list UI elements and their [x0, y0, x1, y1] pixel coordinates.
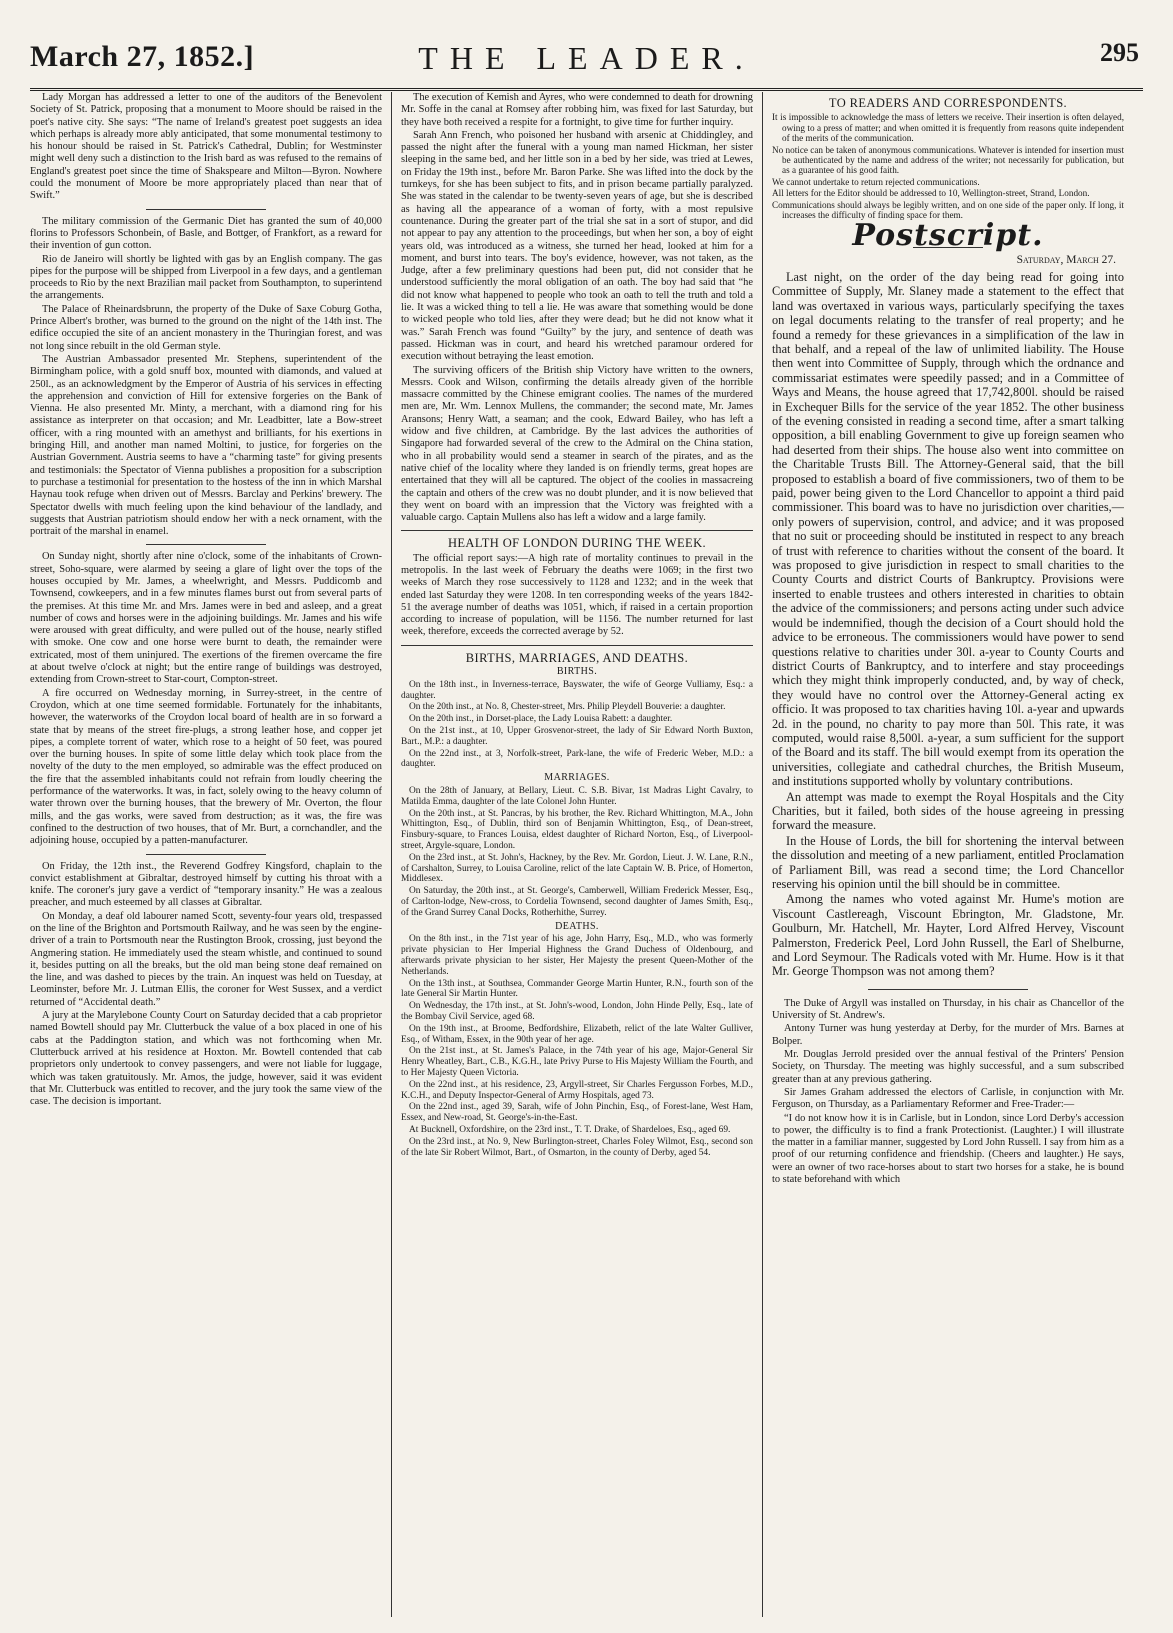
column-2 — [401, 92, 753, 1617]
paragraph-soho-fire: On Sunday night, shortly after nine o'clock, some of the inhabitants of Crown-street, Soho-square, were alarmed by seeing a glare of light over the tops of the houses occupied by Mr. James, a wheelwright, and Messrs. Puddicomb and Townsend, cowkeepers, and in a few minutes flames burst out from several parts of the premises. At this time Mr. and Mrs. James were in bed and asleep, and a great number of cows and horses were in the adjoining buildings. Mr. James and his wife were aroused with great difficulty, and were pulled out of the house, nearly stifled with smoke. One cow and one horse were burnt to death, the remainder were extricated, most of them uninjured. The exertions of the firemen overcame the fire at about twelve o'clock at night; but the entire range of buildings was destroyed, extending from Crown-street to Star-court, Compton-street. — [30, 551, 382, 686]
paragraph-croydon-fire: A fire occurred on Wednesday morning, in Surrey-street, in the centre of Croydon, which at one time seemed formidable. Fortunately for the inhabitants, however, the waterworks of the Croydon local board of health are in so forward a state that by means of the street fire-plugs, a strong leather hose, and copper jet pipes, a complete torrent of water, which rose to a height of 50 feet, was poured over the burning houses. In spite of some little delay which took place from the novelty of the duty to the men employed, so admirable was the effect produced on the fire that the assembled inhabitants could not refrain from loudly cheering the performance of the waterworks. It was, in fact, solely owing to the heavy column of water thrown over the burning houses, that the brewery of Mr. Overton, the flour mills, and the gas works, were saved from destruction; as it was, the fire was confined to the destruction of two houses, that of Mr. Burt, a cornchandler, and the adjoining house, occupied by a patten-manufacturer. — [30, 687, 382, 847]
birth-notice: On the 18th inst., in Inverness-terrace, Bayswater, the wife of George Vulliamy, Esq.: a daughter. — [401, 679, 753, 701]
death-notice: On Wednesday, the 17th inst., at St. John's-wood, London, John Hinde Pelly, Esq., late of the Bombay Civil Service, aged 68. — [401, 1001, 753, 1022]
postscript-news — [772, 998, 1124, 1186]
postscript-body — [772, 270, 1124, 979]
notice-item: We cannot undertake to return rejected communications. — [772, 176, 980, 187]
death-notice: On the 13th inst., at Southsea, Commander George Martin Hunter, R.N., fourth son of the late General Sir Martin Hunter. — [401, 978, 753, 1000]
issue-date: March 27, 1852.] — [30, 40, 255, 73]
paragraph-cab-case: A jury at the Marylebone County Court on Saturday decided that a cab proprietor named Bowtell should pay Mr. Clutterbuck the value of a box placed in one of his cabs at the Paddington station, and which was not forthcoming when Mr. Clutterbuck arrived at his residence at Hoxton. Mr. Bowtell contended that cab proprietors only undertook to convey passengers, and were not liable for luggage, which was taken gratuitously. Mr. Amos, the judge, however, said it was evident that Mr. Clutterbuck was entitled to recover, and the jury took the same view of the case. The decision is important. — [30, 1010, 382, 1108]
paragraph-gibraltar-chaplain: On Friday, the 12th inst., the Reverend Godfrey Kingsford, chaplain to the convict establishment at Gibraltar, destroyed himself by cutting his throat with a knife. The coroner's jury gave a verdict of “temporary insanity.” He was a zealous preacher, and much esteemed by all classes at Gibraltar. — [30, 860, 382, 909]
death-notice: On the 22nd inst., aged 39, Sarah, wife of John Pinchin, Esq., of Forest-lane, West Ham, Essex, and New-road, St. George's-in-the-East. — [401, 1102, 753, 1124]
heading-readers-correspondents: TO READERS AND CORRESPONDENTS. — [828, 96, 1068, 110]
birth-notice: On the 21st inst., at 10, Upper Grosvenor-street, the lady of Sir Edward North Buxton, Bart., M.P.: a daughter. — [401, 726, 753, 747]
postscript-title: Postscript. — [852, 218, 1044, 254]
death-notice: On the 8th inst., in the 71st year of his age, John Harry, Esq., M.D., who was formerly private physician to Her Imperial Highness the Grand Duchess of Oldenbourg, and afterwards private physician to her sister, Her Majesty the present Queen-Mother of the Netherlands. — [401, 934, 753, 977]
paragraph-committee-of-supply: Last night, on the order of the day being read for going into Committee of Supply, Mr. Slaney made a statement to the effect that land was overtaxed in various ways, particularly specifying the taxes on legal documents relating to the transfer of real property; and he found a remedy for these grievances in a simplification of the law in that behalf, and a repeal of the law of unlimited liability. The House then went into Committee of Supply, through which the ordnance and commissariat estimates were speedily passed; and in a Committee of Ways and Means, the house agreed that 17,742,800l. should be raised in Exchequer Bills for the service of the year 1852. The other business of the evening consisted in reading a second time, after a smart talking opposition, a bill enabling Government to give up foreign seamen who had deserted from their ships. The house also went into committee on the Charitable Trusts Bill. The Attorney-General said, that the bill proposed to establish a board of five commissioners, two of them to be paid, power being given to the Lord Chancellor to appoint a third paid commissioner. This board was to have no jurisdiction over charities,—only powers of supervision, control, and advice; and it was proposed that no suit or proceeding should be instituted in respect to any breach of trust with reference to charities without the consent of the board. It was proposed to give jurisdiction in respect to small charities to the County Courts and district Courts of Bankruptcy. Provisions were inserted to enable trustees and others interested in charities to obtain the advice of the commissioners; and persons acting under such advice would be indemnified, though the decision of a Court should hold the advice to be erroneous. The commissioners would have power to send questions relative to charities under 30l. a-year to County Courts and district Courts of Bankruptcy, and to interfere and stay proceedings which they might think improperly conducted, and, by way of check, they would have no control over the Attorney-General acting ex officio. It was proposed to tax charities having 10l. a-year and upwards 2d. in the pound, no charity to pay more than 50l. This rate, it was computed, would raise 8,500l. a-year, a sum sufficient for the support of the Board and its staff. The bill would exempt from its operation the universities, collegiate and cathedral churches, the British Museum, and institutions supported wholly by voluntary contributions. — [772, 269, 1124, 789]
column-divider — [762, 92, 763, 1617]
heading-deaths: DEATHS. — [555, 920, 599, 932]
paragraph-palace-fire: The Palace of Rheinardsbrunn, the property of the Duke of Saxe Coburg Gotha, Prince Albert's brother, was burned to the ground on the night of the 14th inst. The edifice occupied the site of an ancient monastery in the Thuringian forest, and was not long since rebuilt in the old German style. — [30, 303, 382, 352]
paragraph-sarah-french: Sarah Ann French, who poisoned her husband with arsenic at Chiddingley, and passed the night after the funeral with a young man named Hickman, her sister sleeping in the same bed, and her little son in a bed by her side, was tried at Lewes, on Friday the 19th inst., before Mr. Baron Parke. She was lifted into the dock by the turnkeys, for she has been subject to fits, and in prison became partially paralyzed. She was stated in the calendar to be twenty-seven years of age, but she is described as having all the appearance of a woman of forty, with a most repulsive countenance. During the greater part of the trial she sat in a sort of stupor, and did not appear to pay any attention to the proceedings, but when her son, a boy of eight years old, was introduced as a witness, she turned her head, looked at him for a moment, and burst into tears. The boy's evidence, however, was not taken, as the Judge, after a few preliminary questions had been put, did not consider that he understood sufficiently the moral obligation of an oath. The boy had said that “he did not know what happened to people who took an oath to tell the truth and told a lie. It was a wicked thing to tell a lie. He was aware that something would be done to wicked people who told lies, after they were dead; but he did not know what it was.” Sarah French was found “Guilty” by the jury, and sentence of death was passed. Hickman was in court, and heard his wretched paramour ordered for execution without betraying the least emotion. — [401, 129, 753, 363]
death-notice: On the 23rd inst., at No. 9, New Burlington-street, Charles Foley Wilmot, Esq., second son of the late Sir Robert Wilmot, Bart., of Osmarton, in the county of Derby, aged 54. — [401, 1136, 753, 1158]
marriage-notice: On Saturday, the 20th inst., at St. George's, Camberwell, William Frederick Messer, Esq., of Carlton-lodge, New-cross, to Cordelia Townsend, second daughter of James Smith, Esq., of the Grand Surrey Canal Docks, Rotherhithe, Surrey. — [401, 886, 753, 918]
separator — [146, 209, 266, 210]
heading-births: BIRTHS. — [556, 666, 598, 678]
death-notice: On the 19th inst., at Broome, Bedfordshire, Elizabeth, relict of the late Walter Gulliver, Esq., of Witham, Essex, in the 90th year of her age. — [401, 1023, 753, 1045]
birth-notice: On the 22nd inst., at 3, Norfolk-street, Park-lane, the wife of Frederic Weber, M.D.: a daughter. — [401, 748, 753, 770]
paragraph-hume-motion: Among the names who voted against Mr. Hume's motion are Viscount Castlereagh, Viscount Ebrington, Mr. Gladstone, Mr. Goulburn, Mr. Hatchell, Mr. Hayter, Lord Alfred Hervey, Viscount Palmerston, Frederick Peel, Lord John Russell, the Earl of Shelburne, and Lord Seymour. The Radicals voted with Mr. Hume. How is it that Mr. George Thompson was not among them? — [772, 892, 1124, 979]
death-notice: On the 21st inst., at St. James's Palace, in the 74th year of his age, Major-General Sir Henry Wheatley, Bart., C.B., K.G.H., late Privy Purse to His Majesty William the Fourth, and to Her Majesty Queen Victoria. — [401, 1046, 753, 1078]
paragraph-health-report: The official report says:—A high rate of mortality continues to prevail in the metropolis. In the last week of February the deaths were 1069; in the first two weeks of March they rose successively to 1128 and 1232; and in the week that ended last Saturday they were 1208. In ten corresponding weeks of the years 1842-51 the average number of deaths was 1051, which, if raised in a certain proportion according to increase of population, will be 1156. The number returned for last week, therefore, exceeds the corrected average by 52. — [401, 552, 753, 638]
marriage-notice: On the 28th of January, at Bellary, Lieut. C. S.B. Bivar, 1st Madras Light Cavalry, to Matilda Emma, daughter of the late Colonel John Hunter. — [401, 786, 753, 807]
paragraph-house-of-lords: In the House of Lords, the bill for shortening the interval between the dissolution and meeting of a new parliament, entitled Proclamation of Parliament Bill, was read a second time; the Lord Chancellor reserving his opinion until the bill should be in committee. — [772, 833, 1124, 892]
marriage-notice: On the 20th inst., at St. Pancras, by his brother, the Rev. Richard Whittington, M.A., John Whittington, Esq., of Dublin, third son of Benjamin Whittington, Esq., of Dean-street, Finsbury-square, to Frances Louisa, eldest daughter of Richard Norton, Esq., of Liverpool-street, Argyle-square, London. — [401, 808, 753, 852]
newspaper-title: THE LEADER. — [418, 40, 755, 76]
page-number: 295 — [1100, 38, 1139, 67]
notice-item: No notice can be taken of anonymous communications. Whatever is intended for insertion must be authenticated by the name and address of the writer; not necessarily for publication, but as a guarantee of his good faith. — [772, 144, 1124, 176]
notice-item: It is impossible to acknowledge the mass of letters we receive. Their insertion is often delayed, owing to a press of matter; and when omitted it is frequently from reasons quite independent of the merits of the communication. — [772, 112, 1124, 144]
marriage-notice: On the 23rd inst., at St. John's, Hackney, by the Rev. Mr. Gordon, Lieut. J. W. Lane, R.N., of Carshalton, Surrey, to Louisa Caroline, relict of the late Captain W. B. Price, of Homerton, Middlesex. — [401, 852, 753, 885]
paragraph-antony-turner: Antony Turner was hung yesterday at Derby, for the murder of Mrs. Barnes at Bolper. — [772, 1023, 1124, 1047]
bmd-section — [401, 667, 753, 1158]
separator — [868, 989, 1028, 990]
column-3 — [772, 92, 1124, 1617]
separator — [146, 544, 266, 545]
paragraph-moore-monument: Lady Morgan has addressed a letter to one of the auditors of the Benevolent Society of St. Patrick, proposing that a monument to Moore should be raised in the poet's native city. She says: “The name of Ireland's greatest poet suggests an idea which perhaps is already more ably anticipated, that some monumental testimony to his honour should be raised in St. Patrick's Cathedral, Dublin; for Westminster might well deny such a distinction to the Irish bard as was refused to the remains of England's greatest poet since the time of Shakspeare and Milton—Byron. Nowhere could the monument of Moore be more appropriately placed than near that of Swift.” — [30, 92, 382, 202]
paragraph-douglas-jerrold: Mr. Douglas Jerrold presided over the annual festival of the Printers' Pension Society, on Thursday. The meeting was highly successful, and a sum subscribed greater than at any previous gathering. — [772, 1049, 1124, 1085]
paragraph-james-graham: Sir James Graham addressed the electors of Carlisle, in conjunction with Mr. Ferguson, on Thursday, as a Parliamentary Reformer and Free-Trader:— — [772, 1086, 1124, 1111]
paragraph-rio-gas: Rio de Janeiro will shortly be lighted with gas by an English company. The gas pipes for the purpose will be shipped from Liverpool in a few days, and a gentleman proceeds to Rio by the next Brazilian mail packet from Southampton, to superintend the arrangements. — [30, 253, 382, 302]
notice-to-readers — [772, 112, 1124, 220]
heading-marriages: MARRIAGES. — [544, 772, 610, 784]
column-1 — [30, 92, 382, 1617]
paragraph-victory-massacre: The surviving officers of the British ship Victory have written to the owners, Messrs. Cook and Wilson, confirming the details already given of the horrible massacre committed by the Chinese emigrant coolies. The names of the murdered men are, Mr. Wm. Lennox Mullens, the commander; the second mate, Mr. James Aransons; Henry Watt, a seaman; and the cook, Edward Bailey, who has left a widow and five children, at Cambridge. By the last advices the authorities of Singapore had forwarded several of the crew to the Admiral on the China station, who in all probability would send a steamer in search of the pirates, and as the native chief of the locality where they landed is on friendly terms, great hopes are entertained that they will all be captured. The object of the coolies in massacreing the captain and others of the crew was no doubt plunder, and it is now believed that they went on board with an impression that the Victory was freighted with a valuable cargo. Captain Mullens also has left a widow and a large family. — [401, 364, 753, 524]
birth-notice: On the 20th inst., at No. 8, Chester-street, Mrs. Philip Pleydell Bouverie: a daughter. — [409, 702, 726, 713]
notice-item: All letters for the Editor should be addressed to 10, Wellington-street, Strand, London. — [772, 188, 1090, 199]
heading-health-of-london: HEALTH OF LONDON DURING THE WEEK. — [447, 536, 707, 551]
birth-notice: On the 20th inst., in Dorset-place, the Lady Louisa Rabett: a daughter. — [409, 714, 673, 725]
paragraph-gun-cotton: The military commission of the Germanic Diet has granted the sum of 40,000 florins to Professors Schonbein, of Basle, and Bottger, of Frankfort, as a reward for their invention of gun cotton. — [30, 215, 382, 252]
masthead-rule — [30, 88, 1143, 91]
notice-item: Communications should always be legibly written, and on one side of the paper only. If long, it increases the difficulty of finding space for them. — [772, 199, 1124, 220]
separator — [146, 854, 266, 855]
column-divider — [391, 92, 392, 1617]
death-notice: At Bucknell, Oxfordshire, on the 23rd inst., T. T. Drake, of Shardeloes, Esq., aged 69. — [409, 1124, 731, 1135]
masthead — [30, 30, 1143, 80]
separator — [401, 530, 753, 531]
paragraph-execution-respite: The execution of Kemish and Ayres, who were condemned to death for drowning Mr. Soffe in the canal at Romsey after robbing him, was fixed for last Saturday, but they have both received a respite for a fortnight, to give time for further inquiry. — [401, 92, 753, 128]
paragraph-railway-accident: On Monday, a deaf old labourer named Scott, seventy-four years old, trespassed on the line of the Brighton and Portsmouth Railway, and he was seen by the engine-driver of a train to Portsmouth near the Rustington Brook, crossing, just beyond the Angmering station. He immediately used the steam whistle, and continued to sound it, besides putting on all the breaks, but the old man being stone deaf remained on the line, and was dashed to pieces by the train. An inquest was held on Tuesday, at Leominster, before Mr. J. Lutman Ellis, the coroner for West Sussex, and a verdict returned of “Accidental death.” — [30, 910, 382, 1008]
paragraph-duke-of-argyll: The Duke of Argyll was installed on Thursday, in his chair as Chancellor of the University of St. Andrew's. — [772, 997, 1124, 1022]
paragraph-royal-hospitals: An attempt was made to exempt the Royal Hospitals and the City Charities, but it failed, both sides of the house agreeing in pressing forward the measure. — [772, 789, 1124, 833]
paragraph-austrian-ambassador: The Austrian Ambassador presented Mr. Stephens, superintendent of the Birmingham police, with a gold snuff box, mounted with diamonds, and valued at 250l., as an acknowledgment by the Emperor of Austria of his services in effecting the apprehension and conviction of Hill for extensive forgeries on the Bank of Vienna. He also presented Mr. Minty, a merchant, with a diamond ring for his assistance as interpreter on that occasion; and Mr. Leadbitter, late a Bow-street officer, with a ring mounted with an amethyst and brilliants, for his exertions in bringing Hill, and another man named Moltini, to justice, for forgeries on the Austrian Government. Austria seems to have a “charming taste” for giving presents and testimonials: the Spectator of Vienna publishes a proposition for a subscription to purchase a testimonial for presentation to the hostess of the inn in which Marshal Haynau took refuge when driven out of Messrs. Barclay and Perkins' brewery. The Spectator dwells with much feeling upon the kind behaviour of the landlady, and suggests that Austrian patriotism should endow her with a neck ornament, with the portrait of the marshal in enamel. — [30, 353, 382, 538]
postscript-date: Saturday, March 27. — [1016, 253, 1116, 266]
paragraph-graham-speech: “I do not know how it is in Carlisle, but in London, since Lord Derby's accession to power, the difficulty is to find a frank Protectionist. (Laughter.) I will illustrate the matter in a familiar manner, suggested by Lord John Russell. I say from him as a proof of our returning confidence and friendship. (Cheers and laughter.) He says, were an owner of two race-horses about to start two horses for a stake, he is bound to state beforehand with which — [772, 1112, 1124, 1186]
death-notice: On the 22nd inst., at his residence, 23, Argyll-street, Sir Charles Fergusson Forbes, M.D., K.C.H., and Deputy Inspector-General of Army Hospitals, aged 73. — [401, 1079, 753, 1101]
heading-births-marriages-deaths: BIRTHS, MARRIAGES, AND DEATHS. — [465, 650, 689, 665]
separator — [401, 645, 753, 646]
